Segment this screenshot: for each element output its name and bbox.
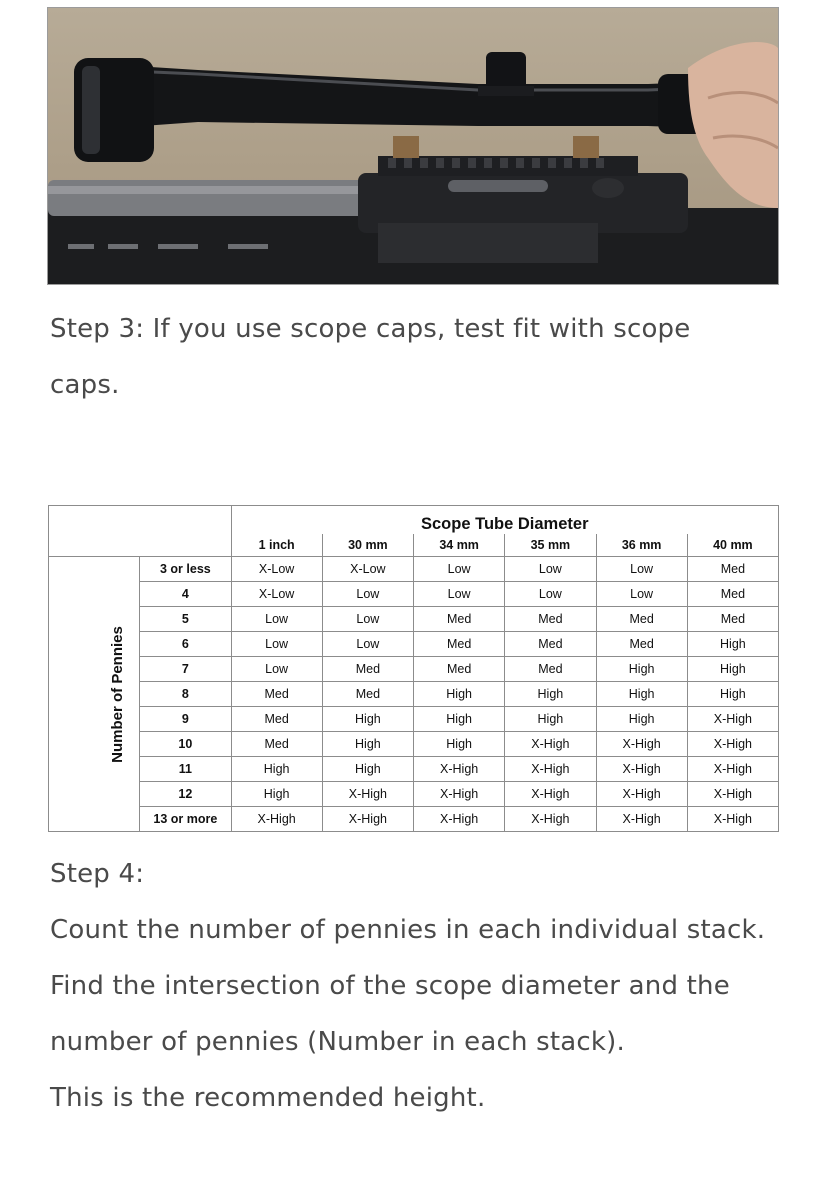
table-cell: Med — [505, 607, 596, 632]
column-header: 40 mm — [687, 534, 778, 557]
table-cell: Med — [231, 732, 322, 757]
table-cell: High — [596, 707, 687, 732]
row-label: 7 — [140, 657, 231, 682]
table-cell: X-High — [687, 757, 778, 782]
table-cell: Low — [231, 657, 322, 682]
column-header: 35 mm — [505, 534, 596, 557]
row-label: 8 — [140, 682, 231, 707]
table-cell: X-High — [596, 757, 687, 782]
table-row — [49, 657, 779, 682]
table-cell: Med — [322, 657, 413, 682]
row-label: 5 — [140, 607, 231, 632]
table-row — [49, 757, 779, 782]
table-cell: Low — [596, 557, 687, 582]
row-label: 13 or more — [140, 807, 231, 832]
table-cell: Med — [596, 632, 687, 657]
table-cell: High — [505, 682, 596, 707]
table-row — [49, 607, 779, 632]
table-row — [49, 557, 779, 582]
table-row — [49, 682, 779, 707]
table-cell: X-High — [231, 807, 322, 832]
table-cell: High — [687, 657, 778, 682]
table-cell: Low — [322, 607, 413, 632]
row-axis-label-text: Number of Pennies — [108, 625, 126, 763]
table-cell: Low — [322, 582, 413, 607]
rifle-scope-photo — [48, 8, 778, 284]
table-cell: X-High — [322, 807, 413, 832]
table-cell: X-High — [414, 757, 505, 782]
row-axis-label — [49, 557, 140, 832]
table-title: Scope Tube Diameter — [231, 506, 779, 535]
table-cell: X-High — [322, 782, 413, 807]
row-label: 9 — [140, 707, 231, 732]
table-cell: Med — [687, 557, 778, 582]
table-cell: High — [687, 632, 778, 657]
table-row — [49, 807, 779, 832]
table-cell: X-High — [687, 732, 778, 757]
table-cell: Med — [505, 632, 596, 657]
table-cell: High — [687, 682, 778, 707]
table-cell: Med — [414, 632, 505, 657]
scope-height-table — [48, 505, 779, 832]
table-cell: X-High — [505, 757, 596, 782]
table-cell: High — [414, 707, 505, 732]
table-cell: X-High — [414, 782, 505, 807]
table-cell: High — [414, 682, 505, 707]
row-label: 4 — [140, 582, 231, 607]
row-label: 11 — [140, 757, 231, 782]
table-cell: X-High — [687, 807, 778, 832]
table-cell: Med — [414, 657, 505, 682]
table-cell: Med — [687, 607, 778, 632]
step3-text: Step 3: If you use scope caps, test fit with scope caps. — [50, 314, 691, 400]
table-cell: High — [414, 732, 505, 757]
table-cell: X-Low — [322, 557, 413, 582]
rifle-scope-illustration — [48, 8, 778, 284]
table-row — [49, 732, 779, 757]
table-cell: High — [505, 707, 596, 732]
step4-heading: Step 4: — [50, 859, 145, 889]
table-cell: Med — [687, 582, 778, 607]
table-cell: X-Low — [231, 582, 322, 607]
table-cell: X-High — [596, 782, 687, 807]
table-cell: High — [231, 757, 322, 782]
table-cell: Low — [414, 557, 505, 582]
table-cell: High — [231, 782, 322, 807]
table-cell: X-High — [505, 807, 596, 832]
table-cell: X-High — [505, 732, 596, 757]
table-cell: Med — [505, 657, 596, 682]
column-header: 34 mm — [414, 534, 505, 557]
table-cell: X-High — [596, 732, 687, 757]
table-cell: Med — [231, 682, 322, 707]
table-cell: Med — [414, 607, 505, 632]
column-header: 36 mm — [596, 534, 687, 557]
step3-instruction — [50, 301, 750, 413]
table-cell: Low — [505, 582, 596, 607]
table-cell: Med — [231, 707, 322, 732]
step4-line3: This is the recommended height. — [50, 1083, 486, 1113]
table-cell: High — [322, 707, 413, 732]
table-row — [49, 582, 779, 607]
step4-line1: Count the number of pennies in each individual stack. — [50, 915, 766, 945]
table-row — [49, 707, 779, 732]
table-cell: X-High — [414, 807, 505, 832]
table-cell: X-High — [687, 782, 778, 807]
table-row — [49, 782, 779, 807]
table-cell: High — [322, 732, 413, 757]
column-header: 30 mm — [322, 534, 413, 557]
table-cell: High — [596, 682, 687, 707]
table-cell: Low — [231, 632, 322, 657]
column-header: 1 inch — [231, 534, 322, 557]
step4-instruction — [50, 846, 790, 1126]
table-cell: Low — [596, 582, 687, 607]
row-label: 6 — [140, 632, 231, 657]
table-cell: High — [322, 757, 413, 782]
row-label: 3 or less — [140, 557, 231, 582]
table-cell: Med — [596, 607, 687, 632]
table-row — [49, 632, 779, 657]
row-label: 12 — [140, 782, 231, 807]
table-cell: Low — [322, 632, 413, 657]
table-corner — [49, 506, 232, 557]
table-cell: X-Low — [231, 557, 322, 582]
table-cell: Med — [322, 682, 413, 707]
table-cell: Low — [505, 557, 596, 582]
table-body — [49, 557, 779, 832]
table-cell: X-High — [505, 782, 596, 807]
step4-line2: Find the intersection of the scope diameter and the number of pennies (Number in each stack). — [50, 971, 730, 1057]
table-cell: High — [596, 657, 687, 682]
row-label: 10 — [140, 732, 231, 757]
table-cell: Low — [231, 607, 322, 632]
table-cell: Low — [414, 582, 505, 607]
table-cell: X-High — [687, 707, 778, 732]
table-cell: X-High — [596, 807, 687, 832]
